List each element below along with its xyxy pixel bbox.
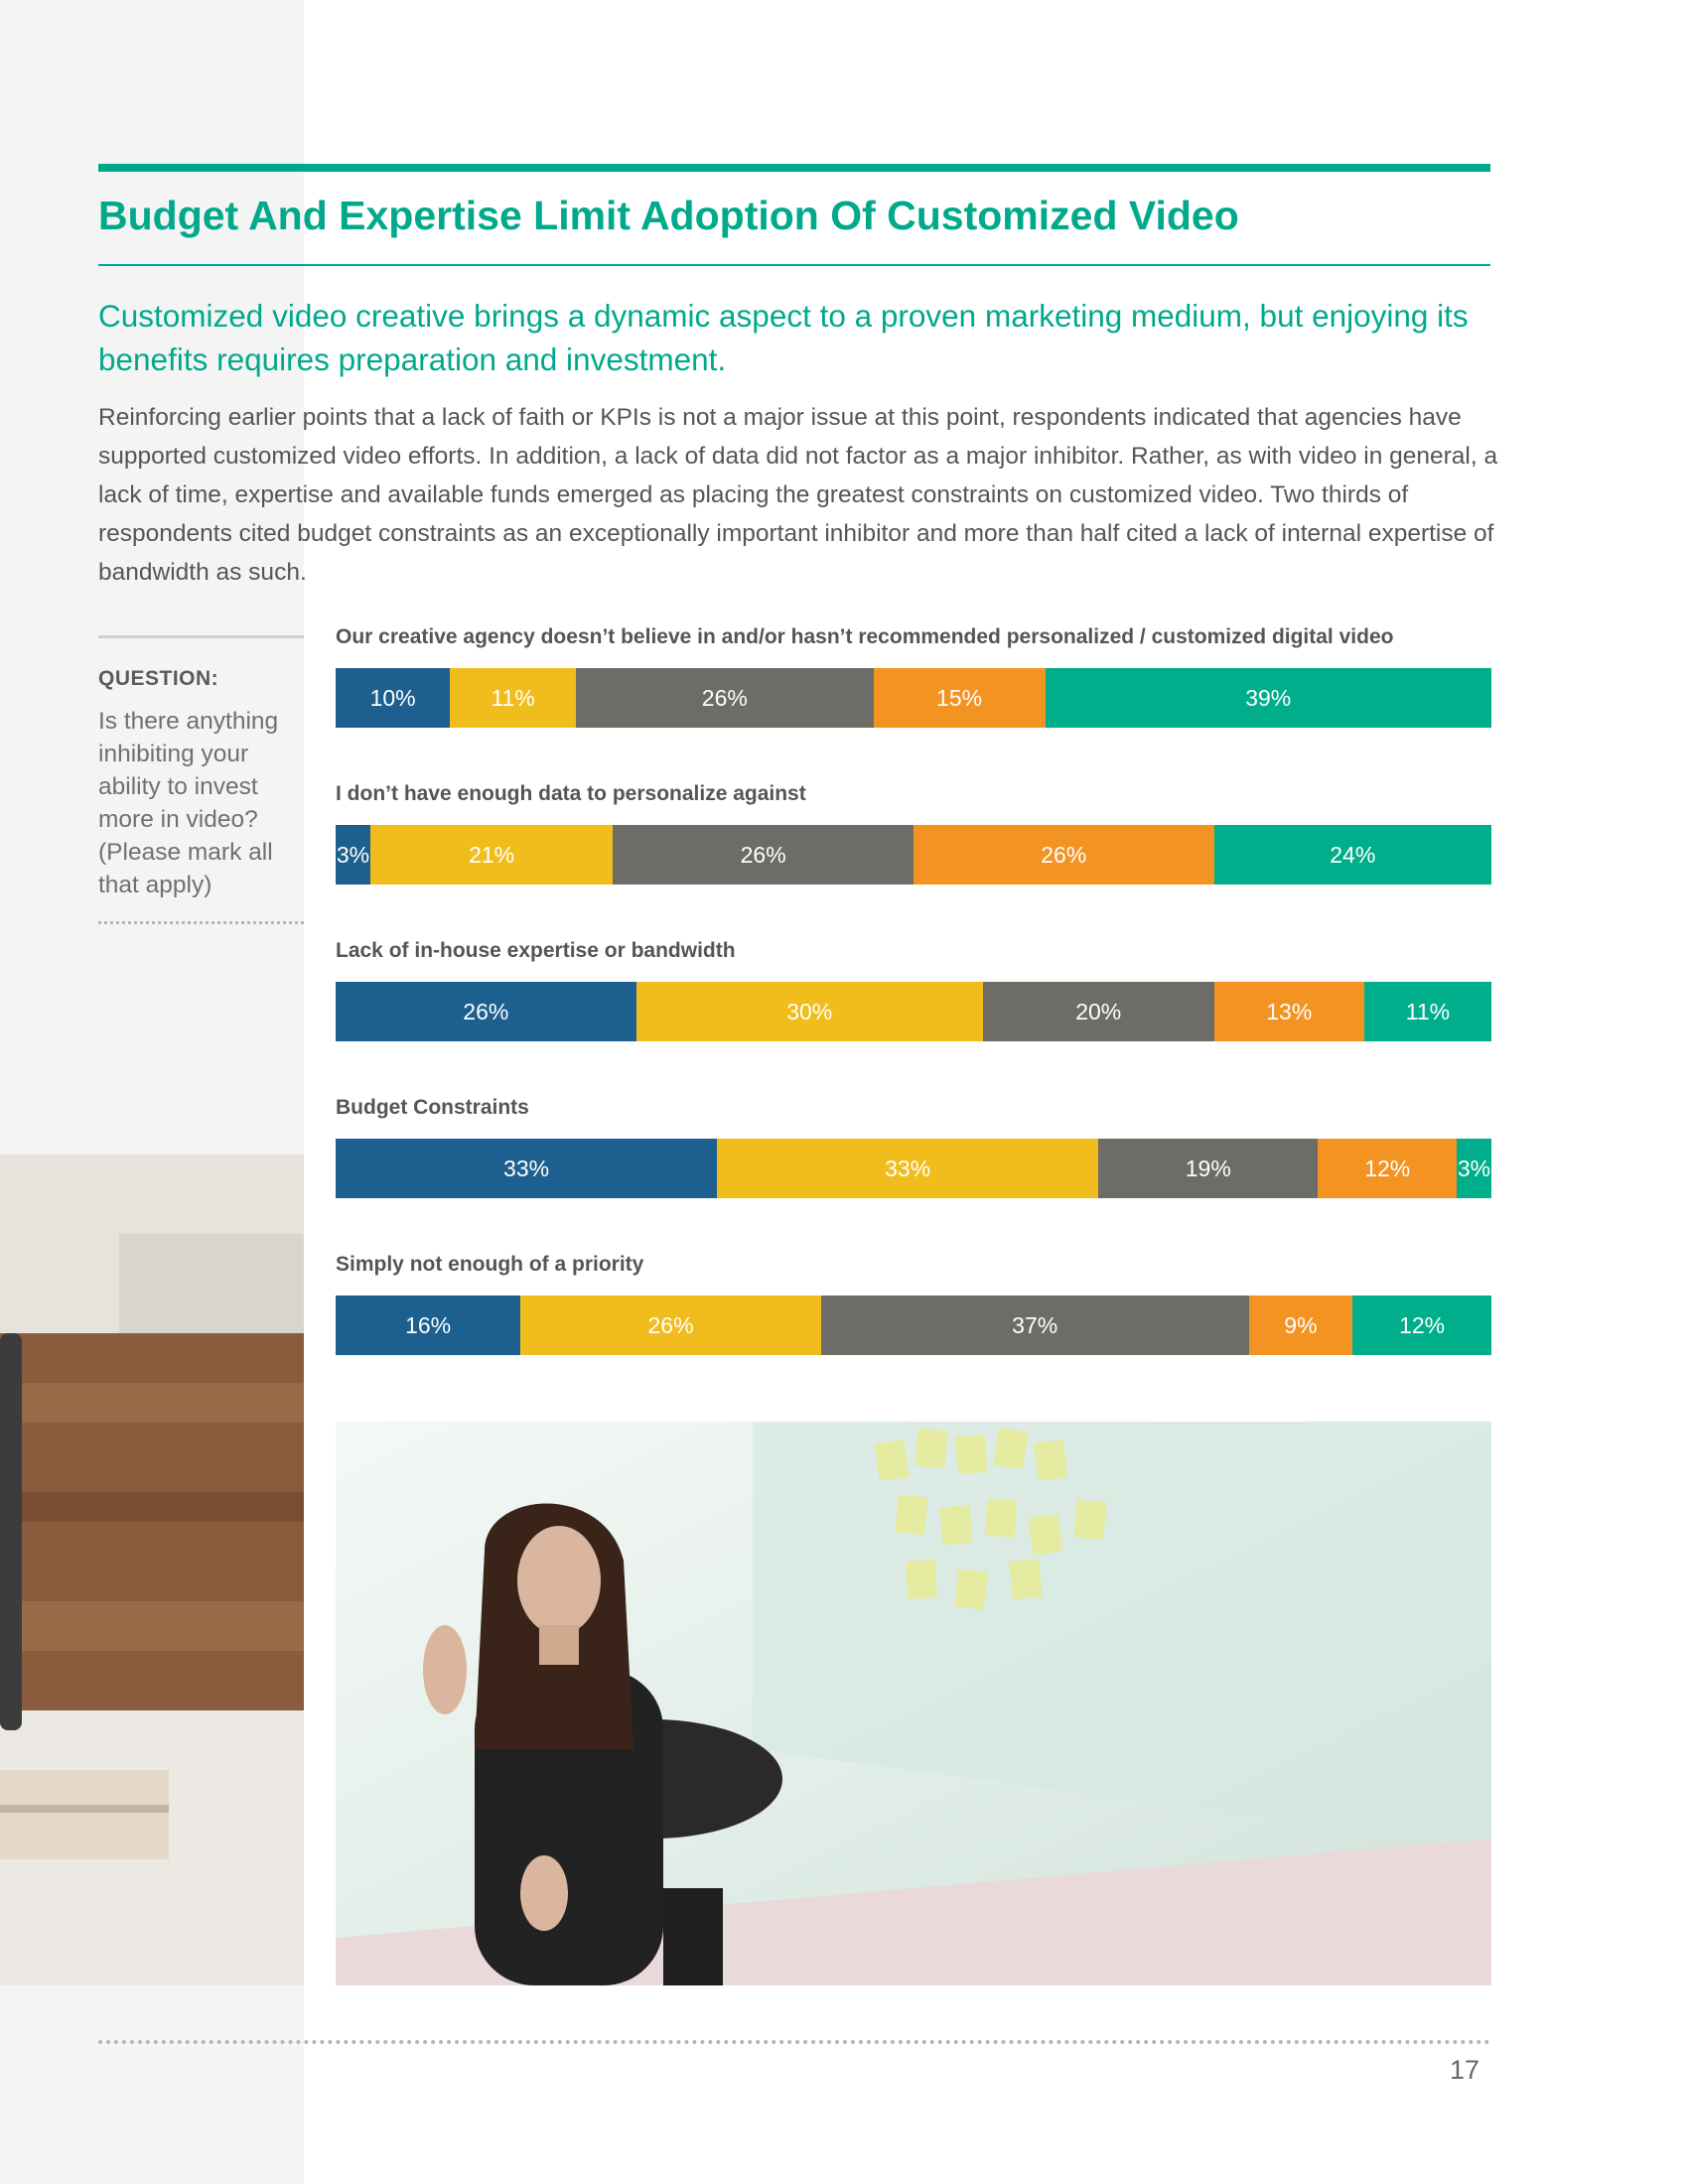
bar-value-label: 13%	[1266, 998, 1313, 1024]
bar-segment	[1249, 1296, 1353, 1355]
stacked-bar-row	[336, 825, 1491, 885]
bar-segment	[1318, 1139, 1457, 1198]
bar-category-label: Simply not enough of a priority	[336, 1253, 644, 1276]
bar-value-label: 11%	[491, 684, 535, 711]
bar-value-label: 12%	[1364, 1155, 1411, 1181]
stacked-bar-row	[336, 1139, 1491, 1198]
bar-segment	[336, 1139, 717, 1198]
page-number: 17	[1449, 2055, 1479, 2085]
bar-segment	[1352, 1296, 1491, 1355]
bar-segment	[1457, 1139, 1491, 1198]
bar-segment	[1046, 668, 1491, 728]
bar-category-label: Our creative agency doesn’t believe in and/or hasn’t recommended personalized / customized digital video	[336, 625, 1394, 648]
bar-segment	[336, 1296, 520, 1355]
footer-dotted-rule	[98, 2040, 1490, 2044]
bar-category-label: I don’t have enough data to personalize against	[336, 782, 806, 805]
title-top-rule	[98, 164, 1490, 172]
bar-segment	[370, 825, 613, 885]
bar-value-label: 26%	[740, 841, 786, 868]
bar-segment	[450, 668, 576, 728]
bar-value-label: 20%	[1075, 998, 1122, 1024]
bar-value-label: 9%	[1284, 1311, 1318, 1338]
bar-segment	[983, 982, 1214, 1041]
bar-value-label: 26%	[647, 1311, 694, 1338]
bar-value-label: 26%	[701, 684, 748, 711]
bar-segment	[914, 825, 1214, 885]
bar-value-label: 24%	[1330, 841, 1376, 868]
title-underline	[98, 264, 1490, 266]
question-rule	[98, 635, 304, 638]
bar-value-label: 3%	[336, 841, 370, 868]
bar-category-label: Budget Constraints	[336, 1096, 529, 1119]
bar-value-label: 12%	[1399, 1311, 1446, 1338]
bar-segment	[874, 668, 1046, 728]
bar-segment	[336, 668, 450, 728]
bar-segment	[576, 668, 874, 728]
bar-segment	[1214, 982, 1364, 1041]
bar-segment	[613, 825, 914, 885]
bar-value-label: 16%	[405, 1311, 452, 1338]
bar-value-label: 26%	[463, 998, 509, 1024]
stacked-bar-chart	[336, 625, 1491, 1360]
bar-value-label: 19%	[1185, 1155, 1231, 1181]
bar-category-label: Lack of in-house expertise or bandwidth	[336, 939, 736, 962]
bar-segment	[636, 982, 983, 1041]
lede-paragraph: Customized video creative brings a dynamic aspect to a proven marketing medium, but enjoying its benefits requires preparation and investment.	[98, 298, 1469, 377]
bar-value-label: 3%	[1457, 1155, 1491, 1181]
bar-segment	[1214, 825, 1491, 885]
question-label: QUESTION:	[98, 667, 219, 690]
bar-value-label: 10%	[369, 684, 416, 711]
bar-value-label: 30%	[786, 998, 833, 1024]
stacked-bar-row	[336, 982, 1491, 1041]
bar-segment	[520, 1296, 821, 1355]
bar-value-label: 39%	[1245, 684, 1292, 711]
desk-photo	[0, 1155, 304, 1985]
stacked-bar-row	[336, 1296, 1491, 1355]
bar-segment	[1364, 982, 1491, 1041]
woman-at-whiteboard-photo	[336, 1422, 1491, 1985]
desk-photo-graphic	[0, 1155, 304, 1985]
bar-segment	[336, 825, 370, 885]
bar-value-label: 11%	[1405, 998, 1451, 1024]
stacked-bar-row	[336, 668, 1491, 728]
page-title: Budget And Expertise Limit Adoption Of Customized Video	[98, 193, 1239, 238]
bar-segment	[821, 1296, 1249, 1355]
bar-value-label: 26%	[1041, 841, 1087, 868]
woman-at-whiteboard-graphic	[336, 1422, 1491, 1985]
bar-segment	[1098, 1139, 1318, 1198]
question-text: Is there anything inhibiting your ability to invest more in video? (Please mark all that apply)	[98, 708, 279, 898]
bar-value-label: 15%	[936, 684, 983, 711]
bar-value-label: 33%	[503, 1155, 550, 1181]
bar-segment	[336, 982, 636, 1041]
question-dotted-divider	[98, 921, 304, 924]
bar-value-label: 33%	[885, 1155, 931, 1181]
body-paragraph: Reinforcing earlier points that a lack of faith or KPIs is not a major issue at this point, respondents indicated that agencies have supported customized video efforts. In addition, a lack of data did not factor as a major inhibitor. Rather, as with video in general, a lack of time, expertise and available funds emerged as placing the greatest constraints on customized video. Two thirds of respondents cited budget constraints as an exceptionally important inhibitor and more than half cited a lack of internal expertise of bandwidth as such.	[98, 404, 1498, 586]
bar-segment	[717, 1139, 1098, 1198]
bar-value-label: 37%	[1012, 1311, 1058, 1338]
bar-value-label: 21%	[469, 841, 515, 868]
